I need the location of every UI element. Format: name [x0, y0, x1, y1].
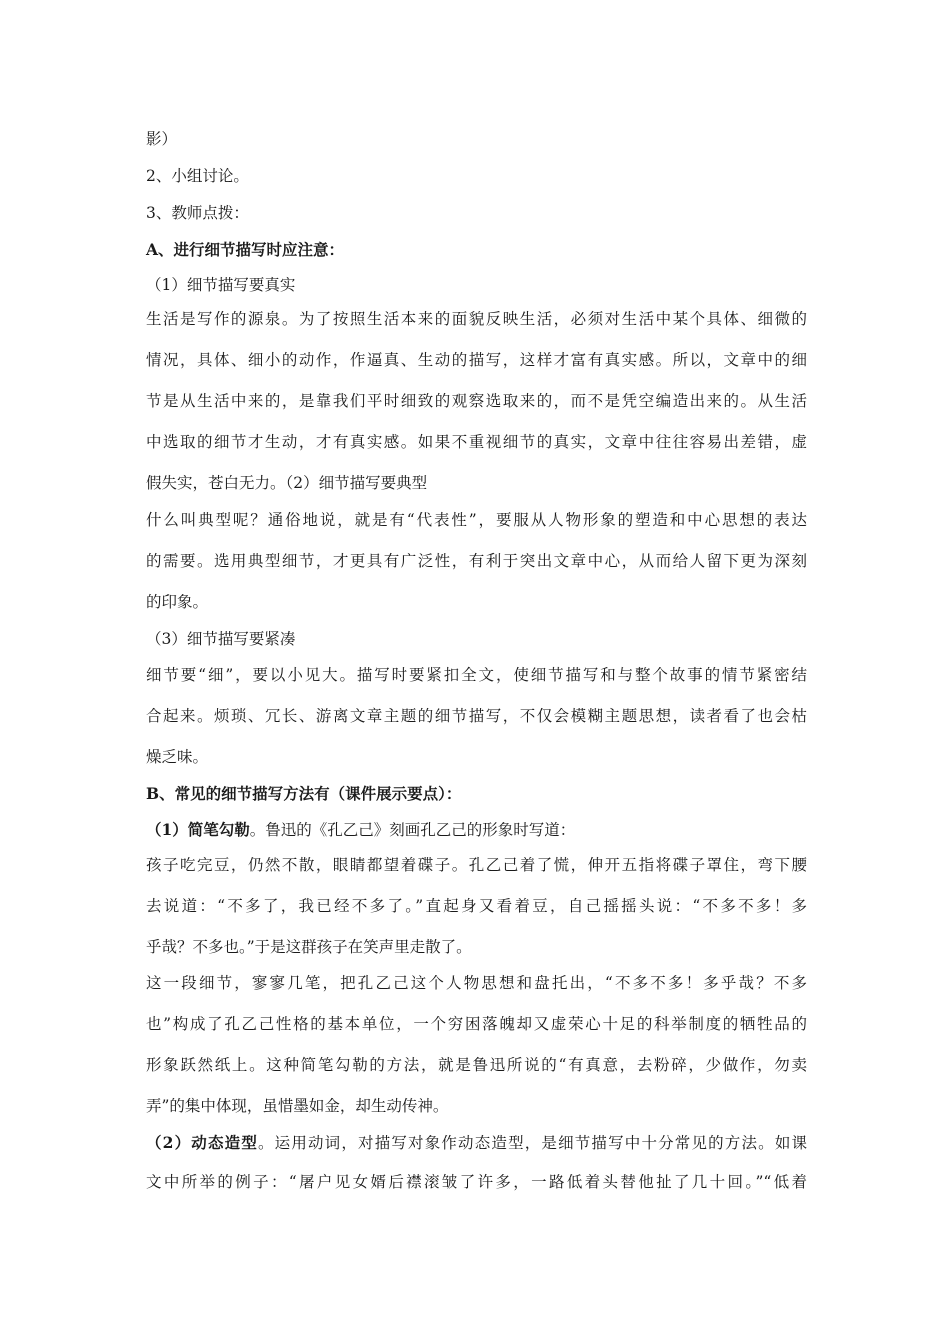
paragraph-line: 生活是写作的源泉。为了按照生活本来的面貌反映生活，必须对生活中某个具体、细微的 — [146, 310, 807, 328]
section-heading: A、进行细节描写时应注意： — [146, 240, 345, 259]
method-intro: 。鲁迅的《孔乙己》刻画孔乙己的形象时写道： — [249, 821, 576, 839]
paragraph-line: 什么叫典型呢？通俗地说，就是有“代表性”，要服从人物形象的塑造和中心思想的表达 — [146, 511, 807, 529]
method-heading — [146, 1131, 807, 1153]
section-heading: B、常见的细节描写方法有（课件展示要点）： — [146, 784, 462, 803]
paragraph-line: 形象跃然纸上。这种简笔勾勒的方法，就是鲁迅所说的“有真意，去粉碎，少做作，勿卖 — [146, 1056, 807, 1074]
list-item: 3、教师点拨： — [146, 204, 249, 222]
paragraph-line: 文中所举的例子：“屠户见女婿后襟滚皱了许多，一路低着头替他扯了几十回。”“低着 — [146, 1173, 807, 1191]
paragraph-line: 的需要。选用典型细节，才更具有广泛性，有利于突出文章中心，从而给人留下更为深刻 — [146, 552, 807, 570]
paragraph-line: 合起来。烦琐、冗长、游离文章主题的细节描写，不仅会模糊主题思想，读者看了也会枯 — [146, 707, 807, 725]
paragraph-line: 也”构成了孔乙己性格的基本单位，一个穷困落魄却又虚荣心十足的科举制度的牺牲品的 — [146, 1015, 807, 1033]
subheading: （3）细节描写要紧凑 — [146, 630, 296, 648]
paragraph-text: 。运用动词，对描写对象作动态造型，是细节描写中十分常见的方法。如课 — [258, 1134, 807, 1152]
paragraph-line: 情况，具体、细小的动作，作逼真、生动的描写，这样才富有真实感。所以，文章中的细 — [146, 351, 807, 369]
paragraph-line: 假失实，苍白无力。（2）细节描写要典型 — [146, 474, 428, 492]
method-title: （2）动态造型 — [146, 1133, 258, 1152]
paragraph-line: 细节要“细”，要以小见大。描写时要紧扣全文，使细节描写和与整个故事的情节紧密结 — [146, 666, 807, 684]
quote-line: 孩子吃完豆，仍然不散，眼睛都望着碟子。孔乙己着了慌，伸开五指将碟子罩住，弯下腰 — [146, 856, 807, 874]
paragraph-line: 的印象。 — [146, 593, 209, 611]
quote-line: 去说道：“不多了，我已经不多了。”直起身又看着豆，自己摇摇头说：“不多不多！多 — [146, 897, 807, 915]
method-title: （1）简笔勾勒 — [146, 820, 250, 839]
quote-line: 乎哉？不多也。”于是这群孩子在笑声里走散了。 — [146, 938, 472, 956]
method-heading — [146, 818, 575, 840]
paragraph-line: 这一段细节，寥寥几笔，把孔乙己这个人物思想和盘托出，“不多不多！多乎哉？不多 — [146, 974, 807, 992]
subheading: （1）细节描写要真实 — [146, 276, 296, 294]
paragraph-line: 燥乏味。 — [146, 748, 209, 766]
paragraph-line: 节是从生活中来的，是靠我们平时细致的观察选取来的，而不是凭空编造出来的。从生活 — [146, 392, 807, 410]
paragraph-line: 弄”的集中体现，虽惜墨如金，却生动传神。 — [146, 1097, 449, 1115]
text-line: 影） — [146, 130, 178, 148]
list-item: 2、小组讨论。 — [146, 167, 249, 185]
paragraph-line: 中选取的细节才生动，才有真实感。如果不重视细节的真实，文章中往往容易出差错，虚 — [146, 433, 807, 451]
